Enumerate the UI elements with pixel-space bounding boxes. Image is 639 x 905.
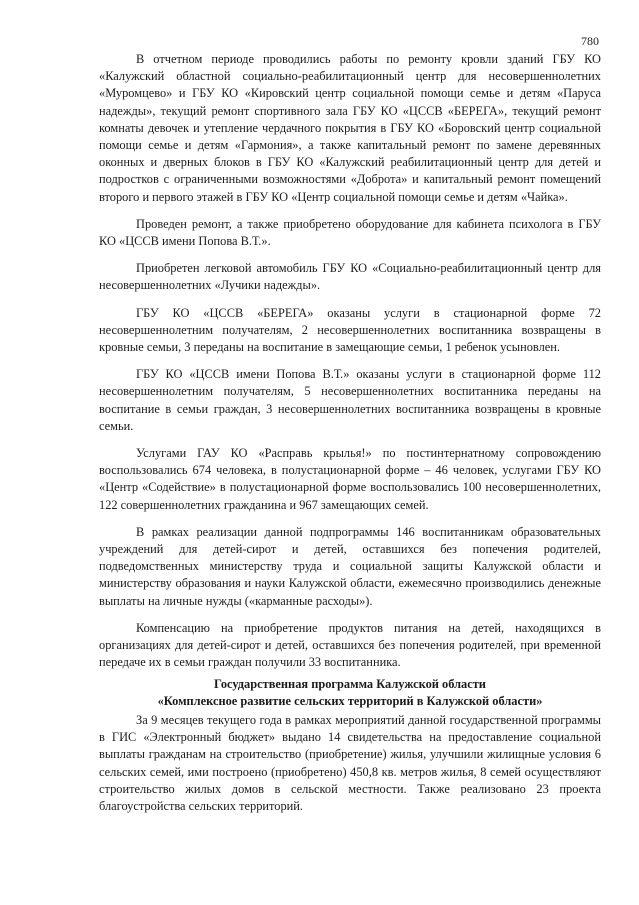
paragraph-psychologist-office: Проведен ремонт, а также приобретено оборудование для кабинета психолога в ГБУ КО «ЦССВ имени Попова В.Т.». [99,216,601,249]
paragraph-food-compensation: Компенсацию на приобретение продуктов питания на детей, находящихся в организациях для детей-сирот и детей, оставшихся без попечения родителей, при временной передаче их в семьи граждан получили 33 воспитанника. [99,620,601,670]
paragraph-popov-services: ГБУ КО «ЦССВ имени Попова В.Т.» оказаны услуги в стационарной форме 112 несовершеннолетним получателям, 5 несовершеннолетних воспитанника переданы на воспитание в семьи граждан, 3 несовершеннолетних воспитанника возвращены в кровные семьи. [99,367,601,433]
paragraph-car-purchase: Приобретен легковой автомобиль ГБУ КО «Социально-реабилитационный центр для несовершеннолетних «Лучики надежды». [99,261,601,293]
paragraph-pocket-money: В рамках реализации данной подпрограммы 146 воспитанникам образовательных учреждений для детей-сирот и детей, оставшихся без попечения родителей, подведомственных министерству труда и социальной защиты Калужской области и министерству образования и науки Калужской области, ежемесячно производились денежные выплаты на личные нужды («карманные расходы»). [99,524,601,608]
page-number: 780 [581,34,599,48]
paragraph-rural-development: За 9 месяцев текущего года в рамках мероприятий данной государственной программы в ГИС «Электронный бюджет» выдано 14 свидетельства на предоставление социальной выплаты гражданам на строительство (приобретение) жилья, улучшили жилищные условия 6 сельских семей, ими построено (приобретено) 450,8 кв. метров жилья, 8 семей осуществляют строительство жилых домов в сельской местности. Также реализовано 23 проекта благоустройства сельских территорий. [99,712,601,813]
paragraph-repairs: В отчетном периоде проводились работы по ремонту кровли зданий ГБУ КО «Калужский областной социально-реабилитационный центр для несовершеннолетних «Муромцево» и ГБУ КО «Кировский центр социальной помощи семье и детям «Паруса надежды», текущий ремонт спортивного зала ГБУ КО «ЦССВ «БЕРЕГА», текущий ремонт комнаты девочек и утепление чердачного покрытия в ГБУ КО «Боровский центр социальной помощи семье и детям «Гармония», а также капитальный ремонт по замене деревянных оконных и дверных блоков в ГБУ КО «Калужский реабилитационный центр для детей и подростков с ограниченными возможностями «Доброта» и капитальный ремонт помещений второго и первого этажей в ГБУ КО «Центр социальной помощи семье и детям «Чайка». [99,52,601,204]
section-heading-line-1: Государственная программа Калужской области [214,676,486,691]
paragraph-post-boarding-support: Услугами ГАУ КО «Расправь крылья!» по постинтернатному сопровождению воспользовались 674 человека, в полустационарной форме – 46 человек, услугами ГБУ КО «Центр «Содействие» в полустационарной форме воспользовались 100 несовершеннолетних, 122 совершеннолетних гражданина и 967 замещающих семей. [99,446,601,512]
document-body [99,51,601,825]
paragraph-bereg-services: ГБУ КО «ЦССВ «БЕРЕГА» оказаны услуги в стационарной форме 72 несовершеннолетним получателям, 2 несовершеннолетних воспитанника возвращены в кровные семьи, 3 переданы на воспитание в замещающие семьи, 1 ребенок усыновлен. [99,305,601,355]
section-heading-line-2: «Комплексное развитие сельских территорий в Калужской области» [157,693,543,708]
